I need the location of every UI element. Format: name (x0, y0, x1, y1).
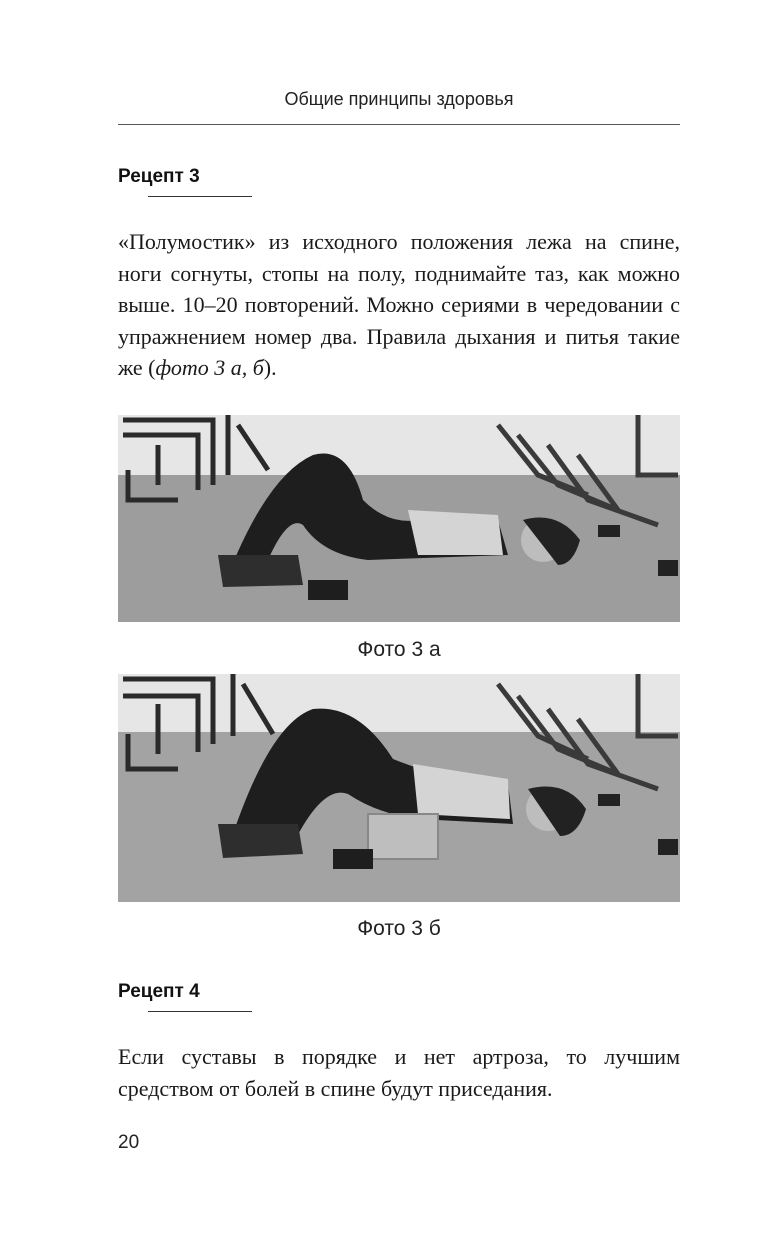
recipe-3-text: «Полумостик» из исходного положения лежа на спине, ноги согнуты, стопы на полу, поднимайте таз, как можно выше. 10–20 повторений. Можно сериями в чередовании с упражнением номер два. Правила дыхания и питья такие же ( (118, 229, 680, 380)
recipe-3-text-end: ). (263, 355, 277, 380)
page-number: 20 (118, 1132, 140, 1153)
recipe-3-title: Рецепт 3 (118, 166, 200, 187)
photo-3b-caption: Фото 3 б (357, 917, 441, 940)
photo-3a (118, 415, 680, 622)
running-header (118, 84, 680, 125)
recipe-4-title: Рецепт 4 (118, 981, 200, 1002)
running-title: Общие принципы здоровья (284, 89, 514, 109)
recipe-4-title-rule (148, 1011, 252, 1012)
recipe-3-paragraph (118, 226, 680, 384)
photo-3a-caption: Фото 3 а (357, 638, 441, 661)
recipe-3-photo-ref: фото 3 а, б (155, 355, 264, 380)
photo-3b (118, 674, 680, 902)
recipe-3-title-rule (148, 196, 252, 197)
recipe-4-paragraph: Если суставы в порядке и нет артроза, то лучшим средством от болей в спине будут приседания. (118, 1044, 680, 1101)
